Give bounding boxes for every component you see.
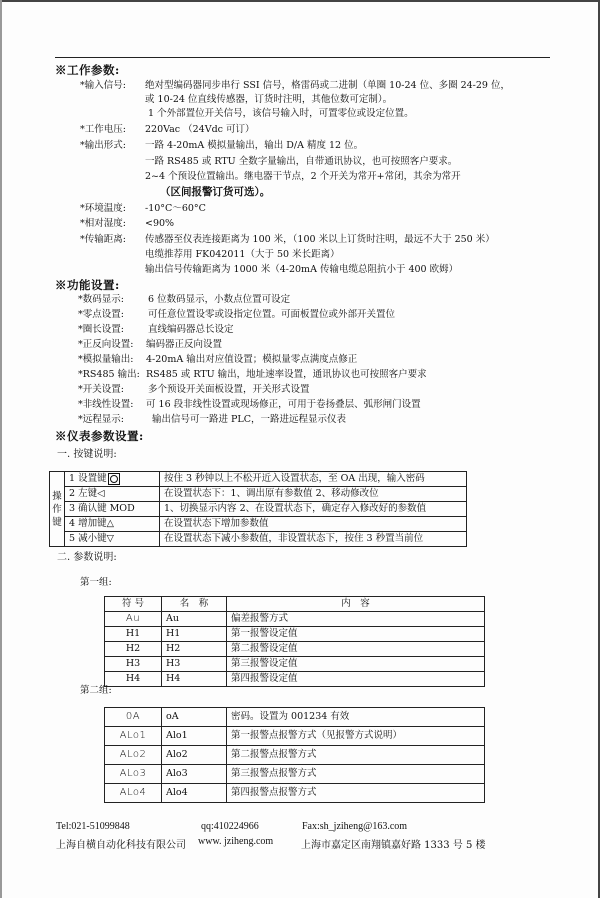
param-name: H1 <box>162 627 227 642</box>
param-symbol: H2 <box>105 642 162 657</box>
label-nonlinear-setting: *非线性设置: <box>78 399 134 410</box>
label-analog-output: *模拟量输出: <box>78 354 134 365</box>
input-signal-line-1: 绝对型编码器同步串行 SSI 信号，格雷码或二进制（单圈 10-24 位、多圈 24-29 位， <box>145 80 510 91</box>
param-content: 第一报警点报警方式（见报警方式说明） <box>227 727 485 746</box>
label-switch-setting: *开关设置: <box>78 384 124 395</box>
param-section-title: 二. 参数说明: <box>57 552 117 563</box>
footer-tel: Tel:021-51099848 <box>56 821 130 832</box>
param-content: 第一报警设定值 <box>227 627 485 642</box>
label-working-voltage: *工作电压: <box>80 124 126 135</box>
param-content: 密码。设置为 001234 有效 <box>227 708 485 727</box>
key-desc: 在设置状态下增加参数值 <box>160 517 467 532</box>
input-signal-line-2: 或 10-24 位直线传感器，订货时注明，其他位数可定制）。 <box>145 94 393 105</box>
key-desc: 在设置状态下减小参数值，非设置状态下，按住 3 秒置当前位 <box>160 532 467 547</box>
param-name: Alo1 <box>162 727 227 746</box>
param-content: 第三报警设定值 <box>227 657 485 672</box>
label-digital-display: *数码显示: <box>78 294 124 305</box>
key-desc: 按住 3 秒钟以上不松开近入设置状态，至 OA 出现，输入密码 <box>160 472 467 487</box>
ambient-temperature-value: -10°C～60°C <box>145 203 206 214</box>
transmission-distance-line-2: 电缆推荐用 FK042011（大于 50 米长距离） <box>145 249 340 260</box>
key-name: 5 减小键▽ <box>65 532 160 547</box>
key-section-title: 一. 按键说明: <box>57 449 117 460</box>
digital-display-text: 6 位数码显示，小数点位置可设定 <box>148 294 291 305</box>
key-name: 2 左键◁ <box>65 487 160 502</box>
table-row <box>105 657 485 672</box>
param-name: Au <box>162 612 227 627</box>
circle-arrow-icon <box>108 473 120 485</box>
param-symbol: ALo3 <box>105 765 162 784</box>
circumference-setting-text: 直线编码器总长设定 <box>148 324 234 335</box>
footer-address: 上海市嘉定区南翔镇嘉好路 1333 号 5 楼 <box>301 840 486 851</box>
param-name: Alo4 <box>162 784 227 803</box>
group1-title: 第一组: <box>80 577 112 588</box>
nonlinear-setting-text: 可 16 段非线性设置或现场修正，可用于卷扬叠层、弧形闸门设置 <box>146 399 421 410</box>
param-name: Alo2 <box>162 746 227 765</box>
param-symbol: ALo2 <box>105 746 162 765</box>
table-row <box>105 784 485 803</box>
param-symbol: ALo4 <box>105 784 162 803</box>
key-side-char: 操 <box>52 490 62 502</box>
label-input-signal: *输入信号: <box>80 80 126 91</box>
section-title-instrument-settings: ※仪表参数设置: <box>55 429 144 443</box>
group2-title: 第二组: <box>80 685 112 696</box>
param-symbol: Au <box>105 612 162 627</box>
footer-website[interactable]: www. jziheng.com <box>198 836 274 847</box>
switch-setting-text: 多个预设开关面板设置，开关形式设置 <box>148 384 310 395</box>
table-row <box>50 532 467 547</box>
label-transmission-distance: *传输距离: <box>80 234 126 245</box>
param-name: H3 <box>162 657 227 672</box>
section-title-function-settings: ※功能设置: <box>55 278 120 292</box>
label-ambient-temperature: *环境温度: <box>80 203 126 214</box>
param-symbol: H1 <box>105 627 162 642</box>
table-row <box>50 502 467 517</box>
header-rule <box>55 57 550 58</box>
param-content: 偏差报警方式 <box>227 612 485 627</box>
relative-humidity-value: <90% <box>145 218 175 229</box>
param-name: H2 <box>162 642 227 657</box>
analog-output-text: 4-20mA 输出对应值设置；模拟量零点满度点修正 <box>146 354 358 365</box>
rs485-output-text: RS485 或 RTU 输出，地址速率设置，通讯协议也可按照客户要求 <box>146 369 427 380</box>
label-direction-setting: *正反向设置: <box>78 339 134 350</box>
footer-qq: qq:410224966 <box>201 821 259 832</box>
key-side-char: 作 <box>52 503 62 515</box>
output-form-line-4: （区间报警订货可选）。 <box>160 186 271 198</box>
param-content: 第四报警点报警方式 <box>227 784 485 803</box>
input-signal-line-3: 1 个外部置位开关信号，该信号输入时，可置零位或设定位置。 <box>148 108 414 119</box>
output-form-line-2: 一路 RS485 或 RTU 全数字量输出，自带通讯协议，也可按照客户要求。 <box>145 156 458 167</box>
direction-setting-text: 编码器正反向设置 <box>146 339 223 350</box>
output-form-line-1: 一路 4-20mA 模拟量输出，输出 D/A 精度 12 位。 <box>145 140 364 151</box>
param-content: 第二报警设定值 <box>227 642 485 657</box>
group1-param-table <box>104 596 485 687</box>
key-name-cell <box>65 472 160 487</box>
working-voltage-value: 220Vac （24Vdc 可订） <box>145 124 255 135</box>
key-desc: 1、切换显示内容 2、在设置状态下，确定存入修改好的参数值 <box>160 502 467 517</box>
footer-fax: Fax:sh_jziheng@163.com <box>302 821 408 832</box>
table-row <box>50 487 467 502</box>
key-desc: 在设置状态下：1、调出原有参数值 2、移动修改位 <box>160 487 467 502</box>
page-border-top <box>0 0 600 2</box>
table-row <box>105 612 485 627</box>
param-content: 第三报警点报警方式 <box>227 765 485 784</box>
table-row <box>105 708 485 727</box>
zero-setting-text: 可任意位置设零或设指定位置。可面板置位或外部开关置位 <box>148 309 396 320</box>
table-row <box>105 672 485 687</box>
param-symbol: H3 <box>105 657 162 672</box>
key-side-char: 键 <box>52 516 62 528</box>
param-name: oA <box>162 708 227 727</box>
param-content: 第二报警点报警方式 <box>227 746 485 765</box>
group2-param-table <box>104 707 485 803</box>
table-row <box>105 765 485 784</box>
label-output-form: *输出形式: <box>80 140 126 151</box>
param-symbol: ALo1 <box>105 727 162 746</box>
param-name: Alo3 <box>162 765 227 784</box>
table-header-row <box>105 597 485 612</box>
param-symbol: H4 <box>105 672 162 687</box>
transmission-distance-line-1: 传感器至仪表连接距离为 100 米，（100 米以上订货时注明，最远不大于 250 米） <box>145 234 495 245</box>
table-row <box>105 627 485 642</box>
param-symbol: 0A <box>105 708 162 727</box>
label-zero-setting: *零点设置: <box>78 309 124 320</box>
table-row <box>105 746 485 765</box>
label-remote-display: *远程显示: <box>78 414 124 425</box>
page-border-left <box>0 0 2 898</box>
param-name: H4 <box>162 672 227 687</box>
table-row <box>105 642 485 657</box>
table-row <box>105 727 485 746</box>
label-circumference-setting: *圈长设置: <box>78 324 124 335</box>
header-name: 名 称 <box>162 597 227 612</box>
footer-company: 上海自横自动化科技有限公司 <box>56 840 186 851</box>
key-side-label <box>50 472 65 547</box>
label-relative-humidity: *相对湿度: <box>80 218 126 229</box>
table-row <box>50 517 467 532</box>
key-name: 1 设置键 <box>69 473 107 484</box>
table-row <box>50 472 467 487</box>
label-rs485-output: *RS485 输出: <box>78 369 140 380</box>
output-form-line-3: 2~4 个预设位置输出。继电器干节点，2 个开关为常开+常闭，其余为常开 <box>145 171 461 182</box>
key-name: 3 确认键 MOD <box>65 502 160 517</box>
header-symbol: 符 号 <box>105 597 162 612</box>
remote-display-text: 输出信号可一路进 PLC，一路进远程显示仪表 <box>152 414 346 425</box>
key-description-table <box>49 471 467 547</box>
key-name: 4 增加键△ <box>65 517 160 532</box>
transmission-distance-line-3: 输出信号传输距离为 1000 米（4-20mA 传输电缆总阻抗小于 400 欧姆） <box>145 264 459 275</box>
param-content: 第四报警设定值 <box>227 672 485 687</box>
header-content: 内 容 <box>227 597 485 612</box>
section-title-working-params: ※工作参数: <box>55 63 120 77</box>
